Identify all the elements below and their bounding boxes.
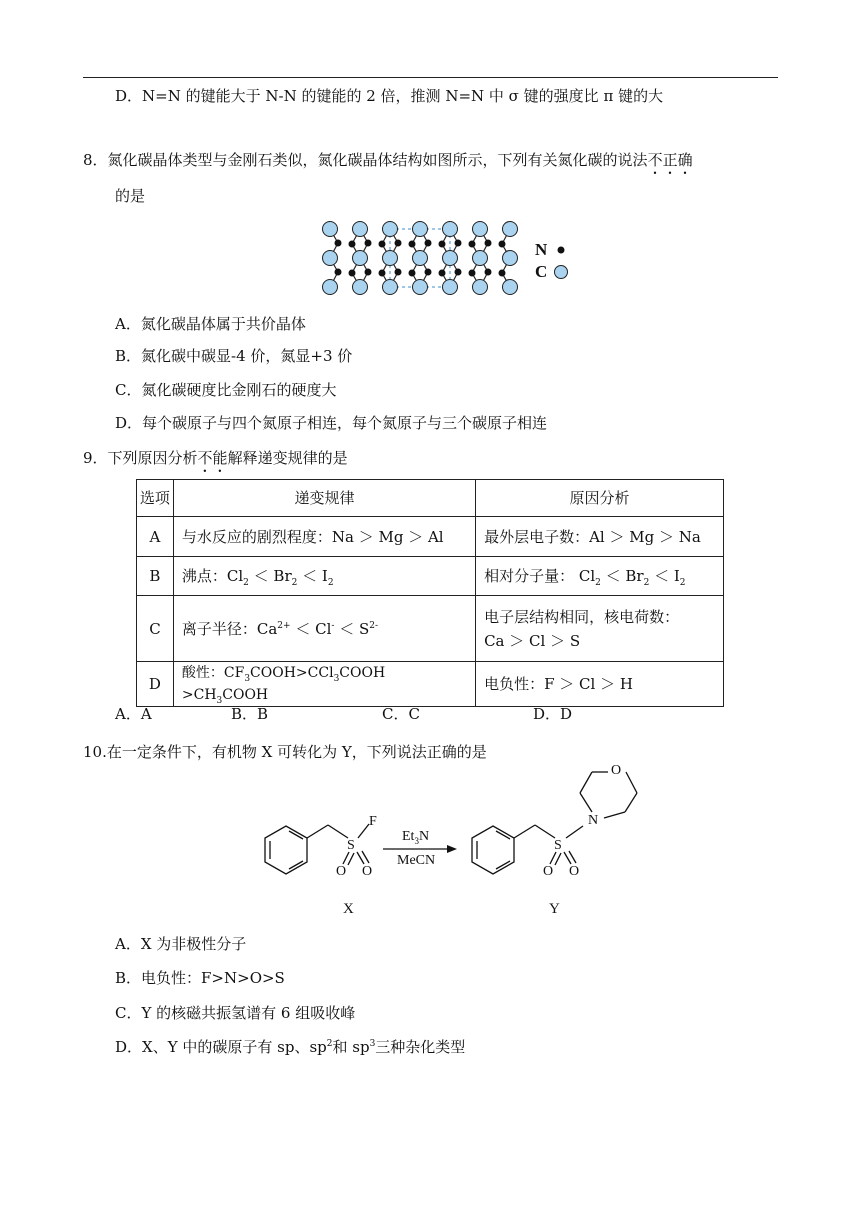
atom-o-ring: O	[611, 763, 622, 778]
q9-stem-emphasis: 不能	[197, 449, 228, 467]
q8-stem: 8．氮化碳晶体类型与金刚石类似，氮化碳晶体结构如图所示，下列有关氮化碳的说法不正确	[83, 151, 693, 169]
q10-stem: 10.在一定条件下，有机物 X 可转化为 Y，下列说法正确的是	[83, 743, 487, 761]
atom-o-y2: O	[569, 864, 580, 879]
table-row: A 与水反应的剧烈程度：Na ＞ Mg ＞ Al 最外层电子数：Al ＞ Mg ＞ Na	[137, 517, 724, 557]
reagent-bottom: MeCN	[397, 853, 436, 868]
legend-c-label: C	[535, 262, 548, 281]
q10-option-b: B．电负性：F>N>O>S	[115, 969, 285, 987]
q9-answer-d: D．D	[533, 705, 573, 723]
q10-option-d: D．X、Y 中的碳原子有 sp、$sp^2$和 $sp^3$三种杂化类型	[115, 1038, 466, 1056]
q8-stem-end: 的是	[115, 187, 146, 205]
atom-o-x1: O	[336, 864, 347, 879]
q9-stem: 9．下列原因分析不能解释递变规律的是	[83, 449, 348, 467]
q8-option-a: A．氮化碳晶体属于共价晶体	[115, 315, 306, 333]
q8-stem-emphasis: 不正确	[647, 151, 693, 169]
atom-f: F	[369, 814, 377, 829]
table-row: C 离子半径：$Ca^{2+} < Cl^- < S^{2-}$ 电子层结构相同，核电荷数： Ca ＞ Cl ＞ S	[137, 596, 724, 662]
table-row: D 酸性：$CF_3COOH>CCl_3COOH$ $>CH_3COOH$ 电负性：F ＞ Cl ＞ H	[137, 662, 724, 707]
table-row: B 沸点：$Cl_2 < Br_2 < I_2$ 相对分子量： $Cl_2 < Br_2 < I_2$	[137, 557, 724, 596]
q9-answer-c: C．C	[382, 705, 420, 723]
q10-option-a: A．X 为非极性分子	[115, 935, 247, 953]
legend-n-label: N	[535, 240, 548, 259]
table-header-option: 选项	[137, 480, 174, 517]
atom-o-x2: O	[362, 864, 373, 879]
atom-s-x: S	[347, 838, 355, 853]
table-header-reason: 原因分析	[476, 480, 724, 517]
label-x: X	[343, 901, 354, 917]
reagent-top: $Et_3N$	[402, 829, 430, 846]
label-y: Y	[549, 901, 560, 917]
q9-answer-a: A．A	[115, 705, 152, 723]
atom-s-y: S	[554, 838, 562, 853]
table-header-rule: 递变规律	[173, 480, 475, 517]
q10-option-c: C．Y 的核磁共振氢谱有 6 组吸收峰	[115, 1004, 356, 1022]
atom-o-y1: O	[543, 864, 554, 879]
q8-option-c: C．氮化碳硬度比金刚石的硬度大	[115, 381, 337, 399]
q9-answer-b: B．B	[231, 705, 269, 723]
q8-option-d: D．每个碳原子与四个氮原子相连，每个氮原子与三个碳原子相连	[115, 414, 548, 432]
atom-n: N	[588, 813, 599, 828]
q8-option-b: B．氮化碳中碳显-4 价，氮显+3 价	[115, 347, 353, 365]
q7-option-d: D．N=N 的键能大于 N-N 的键能的 2 倍，推测 N=N 中 σ 键的强度比 π 键的大	[115, 87, 664, 105]
